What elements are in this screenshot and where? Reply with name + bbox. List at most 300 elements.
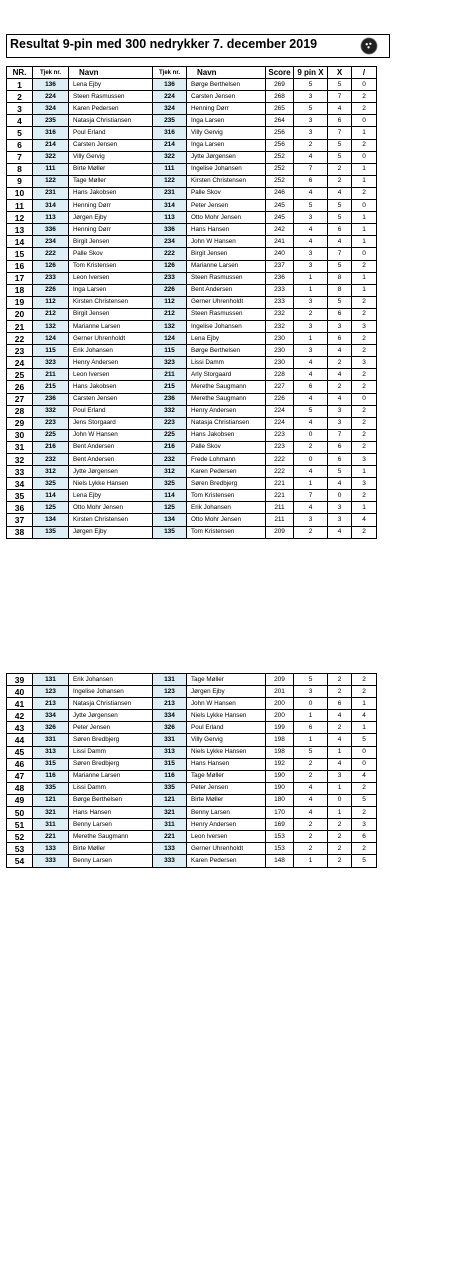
name-cell-2: Carsten Jensen: [187, 91, 266, 103]
name-cell-2: Niels Lykke Hansen: [187, 710, 266, 722]
spare-cell: 3: [352, 478, 377, 490]
name-cell-2: Benny Larsen: [187, 807, 266, 819]
strike-cell: 3: [328, 770, 352, 782]
name-cell-2: Erik Johansen: [187, 502, 266, 514]
name-cell: Poul Erland: [69, 405, 153, 417]
strike-cell: 2: [328, 686, 352, 698]
nine-pin-x-cell: 4: [294, 807, 328, 819]
table-row: [7, 308, 377, 320]
table-row: [7, 163, 377, 175]
name-cell: Leon Iversen: [69, 369, 153, 381]
name-cell-2: Tom Kristensen: [187, 490, 266, 502]
spare-cell: 5: [352, 794, 377, 806]
rank-cell: 43: [7, 722, 33, 734]
table-row: [7, 393, 377, 405]
nine-pin-x-cell: 1: [294, 855, 328, 867]
spare-cell: 2: [352, 674, 377, 686]
table-row: [7, 526, 377, 538]
nine-pin-x-cell: 0: [294, 698, 328, 710]
strike-cell: 4: [328, 103, 352, 115]
table-row: [7, 187, 377, 199]
name-cell: Bent Andersen: [69, 454, 153, 466]
score-cell: 153: [266, 831, 294, 843]
tjek-nr-cell: 325: [33, 478, 69, 490]
nine-pin-x-cell: 1: [294, 478, 328, 490]
spare-cell: 0: [352, 746, 377, 758]
rank-cell: 14: [7, 236, 33, 248]
nine-pin-x-cell: 4: [294, 466, 328, 478]
name-cell: Lissi Damm: [69, 782, 153, 794]
spare-cell: 2: [352, 526, 377, 538]
tjek-nr-cell-2: 312: [153, 466, 187, 478]
spare-cell: 2: [352, 260, 377, 272]
tjek-nr-cell-2: 113: [153, 212, 187, 224]
score-cell: 221: [266, 490, 294, 502]
tjek-nr-cell-2: 235: [153, 115, 187, 127]
score-cell: 190: [266, 770, 294, 782]
rank-cell: 46: [7, 758, 33, 770]
table-row: [7, 236, 377, 248]
tjek-nr-cell: 321: [33, 807, 69, 819]
rank-cell: 28: [7, 405, 33, 417]
table-row: [7, 698, 377, 710]
score-cell: 198: [266, 746, 294, 758]
spare-cell: 2: [352, 441, 377, 453]
nine-pin-x-cell: 5: [294, 746, 328, 758]
title-box: [6, 34, 390, 58]
rank-cell: 26: [7, 381, 33, 393]
spare-cell: 1: [352, 698, 377, 710]
name-cell-2: Henry Andersen: [187, 405, 266, 417]
rank-cell: 21: [7, 320, 33, 332]
score-cell: 245: [266, 200, 294, 212]
score-cell: 224: [266, 417, 294, 429]
rank-cell: 50: [7, 807, 33, 819]
name-cell: Henning Dørr: [69, 224, 153, 236]
spare-cell: 2: [352, 345, 377, 357]
name-cell: Jørgen Ejby: [69, 212, 153, 224]
table-row: [7, 224, 377, 236]
tjek-nr-cell-2: 236: [153, 393, 187, 405]
strike-cell: 2: [328, 381, 352, 393]
results-table-continued: [6, 673, 377, 868]
name-cell: Carsten Jensen: [69, 139, 153, 151]
header-row: [7, 67, 377, 79]
tjek-nr-cell-2: 323: [153, 357, 187, 369]
score-cell: 233: [266, 296, 294, 308]
nine-pin-x-cell: 5: [294, 674, 328, 686]
table-row: [7, 151, 377, 163]
table-row: [7, 722, 377, 734]
nine-pin-x-cell: 1: [294, 284, 328, 296]
name-cell: Birte Møller: [69, 163, 153, 175]
nine-pin-x-cell: 6: [294, 175, 328, 187]
name-cell-2: Tage Møller: [187, 770, 266, 782]
rank-cell: 4: [7, 115, 33, 127]
score-cell: 230: [266, 357, 294, 369]
name-cell: Carsten Jensen: [69, 393, 153, 405]
strike-cell: 4: [328, 393, 352, 405]
rank-cell: 37: [7, 514, 33, 526]
tjek-nr-cell: 224: [33, 91, 69, 103]
spare-cell: 0: [352, 79, 377, 91]
tjek-nr-cell: 222: [33, 248, 69, 260]
name-cell-2: Arly Storgaard: [187, 369, 266, 381]
table-row: [7, 478, 377, 490]
strike-cell: 5: [328, 151, 352, 163]
table-row: [7, 674, 377, 686]
rank-cell: 31: [7, 441, 33, 453]
tjek-nr-cell-2: 333: [153, 855, 187, 867]
name-cell-2: Kirsten Christensen: [187, 175, 266, 187]
tjek-nr-cell: 113: [33, 212, 69, 224]
name-cell-2: Leon Iversen: [187, 831, 266, 843]
score-cell: 198: [266, 734, 294, 746]
tjek-nr-cell: 231: [33, 187, 69, 199]
rank-cell: 39: [7, 674, 33, 686]
strike-cell: 2: [328, 855, 352, 867]
tjek-nr-cell: 232: [33, 454, 69, 466]
tjek-nr-cell-2: 226: [153, 284, 187, 296]
tjek-nr-cell: 226: [33, 284, 69, 296]
strike-cell: 4: [328, 369, 352, 381]
rank-cell: 45: [7, 746, 33, 758]
score-cell: 201: [266, 686, 294, 698]
name-cell: Natasja Christiansen: [69, 698, 153, 710]
tjek-nr-cell-2: 232: [153, 454, 187, 466]
tjek-nr-cell: 315: [33, 758, 69, 770]
nine-pin-x-cell: 2: [294, 139, 328, 151]
spare-cell: 1: [352, 224, 377, 236]
tjek-nr-cell-2: 336: [153, 224, 187, 236]
nine-pin-x-cell: 1: [294, 710, 328, 722]
name-cell: Karen Pedersen: [69, 103, 153, 115]
strike-cell: 2: [328, 831, 352, 843]
name-cell: Marianne Larsen: [69, 770, 153, 782]
spare-cell: 2: [352, 381, 377, 393]
tjek-nr-cell-2: 233: [153, 272, 187, 284]
strike-cell: 6: [328, 698, 352, 710]
rank-cell: 36: [7, 502, 33, 514]
tjek-nr-cell: 213: [33, 698, 69, 710]
strike-cell: 2: [328, 357, 352, 369]
tjek-nr-cell-2: 331: [153, 734, 187, 746]
name-cell-2: Peter Jensen: [187, 782, 266, 794]
name-cell: Lena Ejby: [69, 79, 153, 91]
spare-cell: 0: [352, 248, 377, 260]
name-cell-2: Inga Larsen: [187, 139, 266, 151]
nine-pin-x-cell: 3: [294, 320, 328, 332]
strike-cell: 6: [328, 308, 352, 320]
table-row: [7, 139, 377, 151]
name-cell-2: Jytte Jørgensen: [187, 151, 266, 163]
table-row: [7, 320, 377, 332]
nine-pin-x-cell: 1: [294, 734, 328, 746]
name-cell-2: Otto Mohr Jensen: [187, 514, 266, 526]
table-row: [7, 284, 377, 296]
nine-pin-x-cell: 4: [294, 224, 328, 236]
strike-cell: 6: [328, 115, 352, 127]
table-row: [7, 103, 377, 115]
tjek-nr-cell: 124: [33, 333, 69, 345]
table-row: [7, 175, 377, 187]
tjek-nr-cell-2: 324: [153, 103, 187, 115]
table-row: [7, 260, 377, 272]
spare-cell: 2: [352, 843, 377, 855]
tjek-nr-cell-2: 121: [153, 794, 187, 806]
score-cell: 211: [266, 514, 294, 526]
table-row: [7, 710, 377, 722]
nine-pin-x-cell: 2: [294, 758, 328, 770]
strike-cell: 0: [328, 490, 352, 502]
tjek-nr-cell: 336: [33, 224, 69, 236]
score-cell: 233: [266, 284, 294, 296]
name-cell: Børge Berthelsen: [69, 794, 153, 806]
score-cell: 169: [266, 819, 294, 831]
tjek-nr-cell-2: 134: [153, 514, 187, 526]
tjek-nr-cell-2: 125: [153, 502, 187, 514]
score-cell: 200: [266, 710, 294, 722]
tjek-nr-cell: 212: [33, 308, 69, 320]
table-row: [7, 417, 377, 429]
score-cell: 200: [266, 698, 294, 710]
tjek-nr-cell: 125: [33, 502, 69, 514]
spare-cell: 1: [352, 236, 377, 248]
score-cell: 268: [266, 91, 294, 103]
score-cell: 224: [266, 405, 294, 417]
table-row: [7, 357, 377, 369]
tjek-nr-cell-2: 132: [153, 320, 187, 332]
tjek-nr-cell-2: 136: [153, 79, 187, 91]
strike-cell: 7: [328, 127, 352, 139]
tjek-nr-cell-2: 122: [153, 175, 187, 187]
rank-cell: 41: [7, 698, 33, 710]
table-row: [7, 807, 377, 819]
name-cell: Otto Mohr Jensen: [69, 502, 153, 514]
nine-pin-x-cell: 3: [294, 345, 328, 357]
nine-pin-x-cell: 0: [294, 454, 328, 466]
rank-cell: 18: [7, 284, 33, 296]
name-cell: Natasja Christiansen: [69, 115, 153, 127]
table-row: [7, 212, 377, 224]
table-row: [7, 454, 377, 466]
score-cell: 209: [266, 526, 294, 538]
name-cell-2: Henning Dørr: [187, 103, 266, 115]
name-cell: Henry Andersen: [69, 357, 153, 369]
name-cell-2: Lena Ejby: [187, 333, 266, 345]
name-cell: Merethe Saugmann: [69, 831, 153, 843]
tjek-nr-cell-2: 325: [153, 478, 187, 490]
nine-pin-x-cell: 4: [294, 393, 328, 405]
col-tjek: Tjek nr.: [33, 67, 69, 79]
tjek-nr-cell-2: 114: [153, 490, 187, 502]
nine-pin-x-cell: 4: [294, 187, 328, 199]
strike-cell: 3: [328, 405, 352, 417]
name-cell: Søren Bredbjerg: [69, 758, 153, 770]
tjek-nr-cell: 126: [33, 260, 69, 272]
tjek-nr-cell: 211: [33, 369, 69, 381]
tjek-nr-cell-2: 231: [153, 187, 187, 199]
nine-pin-x-cell: 4: [294, 417, 328, 429]
tjek-nr-cell-2: 126: [153, 260, 187, 272]
score-cell: 265: [266, 103, 294, 115]
strike-cell: 4: [328, 187, 352, 199]
score-cell: 256: [266, 127, 294, 139]
tjek-nr-cell: 122: [33, 175, 69, 187]
name-cell-2: Ingelise Johansen: [187, 320, 266, 332]
score-cell: 223: [266, 429, 294, 441]
tjek-nr-cell: 215: [33, 381, 69, 393]
table-row: [7, 200, 377, 212]
rank-cell: 1: [7, 79, 33, 91]
spare-cell: 4: [352, 770, 377, 782]
spare-cell: 2: [352, 429, 377, 441]
nine-pin-x-cell: 2: [294, 526, 328, 538]
spare-cell: 2: [352, 782, 377, 794]
tjek-nr-cell-2: 224: [153, 91, 187, 103]
strike-cell: 4: [328, 236, 352, 248]
rank-cell: 7: [7, 151, 33, 163]
tjek-nr-cell: 135: [33, 526, 69, 538]
name-cell: Erik Johansen: [69, 345, 153, 357]
name-cell: Ingelise Johansen: [69, 686, 153, 698]
name-cell: Leon Iversen: [69, 272, 153, 284]
tjek-nr-cell-2: 321: [153, 807, 187, 819]
table-row: [7, 296, 377, 308]
nine-pin-x-cell: 2: [294, 831, 328, 843]
table-row: [7, 819, 377, 831]
table-row: [7, 115, 377, 127]
name-cell-2: Merethe Saugmann: [187, 393, 266, 405]
score-cell: 170: [266, 807, 294, 819]
name-cell: Hans Jakobsen: [69, 381, 153, 393]
tjek-nr-cell: 332: [33, 405, 69, 417]
rank-cell: 16: [7, 260, 33, 272]
name-cell: Søren Bredbjerg: [69, 734, 153, 746]
tjek-nr-cell-2: 322: [153, 151, 187, 163]
score-cell: 153: [266, 843, 294, 855]
rank-cell: 9: [7, 175, 33, 187]
spare-cell: 1: [352, 175, 377, 187]
name-cell-2: Karen Pedersen: [187, 855, 266, 867]
table-row: [7, 855, 377, 867]
tjek-nr-cell-2: 216: [153, 441, 187, 453]
strike-cell: 7: [328, 91, 352, 103]
name-cell: John W Hansen: [69, 429, 153, 441]
nine-pin-x-cell: 2: [294, 843, 328, 855]
rank-cell: 11: [7, 200, 33, 212]
name-cell: Kirsten Christensen: [69, 514, 153, 526]
strike-cell: 7: [328, 429, 352, 441]
score-cell: 209: [266, 674, 294, 686]
name-cell: Erik Johansen: [69, 674, 153, 686]
score-cell: 211: [266, 502, 294, 514]
name-cell: Bent Andersen: [69, 441, 153, 453]
score-cell: 264: [266, 115, 294, 127]
tjek-nr-cell: 334: [33, 710, 69, 722]
tjek-nr-cell-2: 112: [153, 296, 187, 308]
name-cell-2: Birte Møller: [187, 794, 266, 806]
table-row: [7, 686, 377, 698]
strike-cell: 4: [328, 734, 352, 746]
strike-cell: 3: [328, 320, 352, 332]
strike-cell: 5: [328, 139, 352, 151]
score-cell: 232: [266, 308, 294, 320]
rank-cell: 30: [7, 429, 33, 441]
tjek-nr-cell-2: 313: [153, 746, 187, 758]
nine-pin-x-cell: 2: [294, 819, 328, 831]
rank-cell: 5: [7, 127, 33, 139]
spare-cell: 2: [352, 333, 377, 345]
name-cell-2: Steen Rasmussen: [187, 308, 266, 320]
rank-cell: 27: [7, 393, 33, 405]
tjek-nr-cell-2: 326: [153, 722, 187, 734]
results-table: [6, 66, 377, 539]
strike-cell: 3: [328, 417, 352, 429]
tjek-nr-cell-2: 214: [153, 139, 187, 151]
name-cell: Steen Rasmussen: [69, 91, 153, 103]
rank-cell: 34: [7, 478, 33, 490]
strike-cell: 2: [328, 674, 352, 686]
spare-cell: 5: [352, 734, 377, 746]
score-cell: 252: [266, 175, 294, 187]
spare-cell: 0: [352, 200, 377, 212]
name-cell-2: Birgit Jensen: [187, 248, 266, 260]
strike-cell: 6: [328, 333, 352, 345]
name-cell-2: Børge Berthelsen: [187, 345, 266, 357]
strike-cell: 3: [328, 502, 352, 514]
nine-pin-x-cell: 4: [294, 782, 328, 794]
tjek-nr-cell-2: 334: [153, 710, 187, 722]
nine-pin-x-cell: 2: [294, 770, 328, 782]
table-row: [7, 91, 377, 103]
name-cell: Lena Ejby: [69, 490, 153, 502]
strike-cell: 1: [328, 746, 352, 758]
strike-cell: 2: [328, 175, 352, 187]
name-cell-2: Karen Pedersen: [187, 466, 266, 478]
rank-cell: 24: [7, 357, 33, 369]
spare-cell: 1: [352, 127, 377, 139]
tjek-nr-cell-2: 332: [153, 405, 187, 417]
table-row: [7, 466, 377, 478]
name-cell-2: Merethe Saugmann: [187, 381, 266, 393]
col-spare: /: [352, 67, 377, 79]
tjek-nr-cell: 236: [33, 393, 69, 405]
table-row: [7, 441, 377, 453]
table-row: [7, 831, 377, 843]
rank-cell: 33: [7, 466, 33, 478]
rank-cell: 3: [7, 103, 33, 115]
rank-cell: 10: [7, 187, 33, 199]
name-cell-2: John W Hansen: [187, 698, 266, 710]
rank-cell: 47: [7, 770, 33, 782]
table-row: [7, 248, 377, 260]
spare-cell: 2: [352, 490, 377, 502]
name-cell-2: Palle Skov: [187, 441, 266, 453]
strike-cell: 5: [328, 466, 352, 478]
score-cell: 222: [266, 466, 294, 478]
tjek-nr-cell-2: 211: [153, 369, 187, 381]
name-cell: Jens Storgaard: [69, 417, 153, 429]
name-cell-2: Gerner Uhrenholdt: [187, 843, 266, 855]
name-cell-2: Otto Mohr Jensen: [187, 212, 266, 224]
rank-cell: 35: [7, 490, 33, 502]
tjek-nr-cell-2: 311: [153, 819, 187, 831]
rank-cell: 49: [7, 794, 33, 806]
col-tjek-2: Tjek nr.: [153, 67, 187, 79]
rank-cell: 17: [7, 272, 33, 284]
tjek-nr-cell-2: 225: [153, 429, 187, 441]
